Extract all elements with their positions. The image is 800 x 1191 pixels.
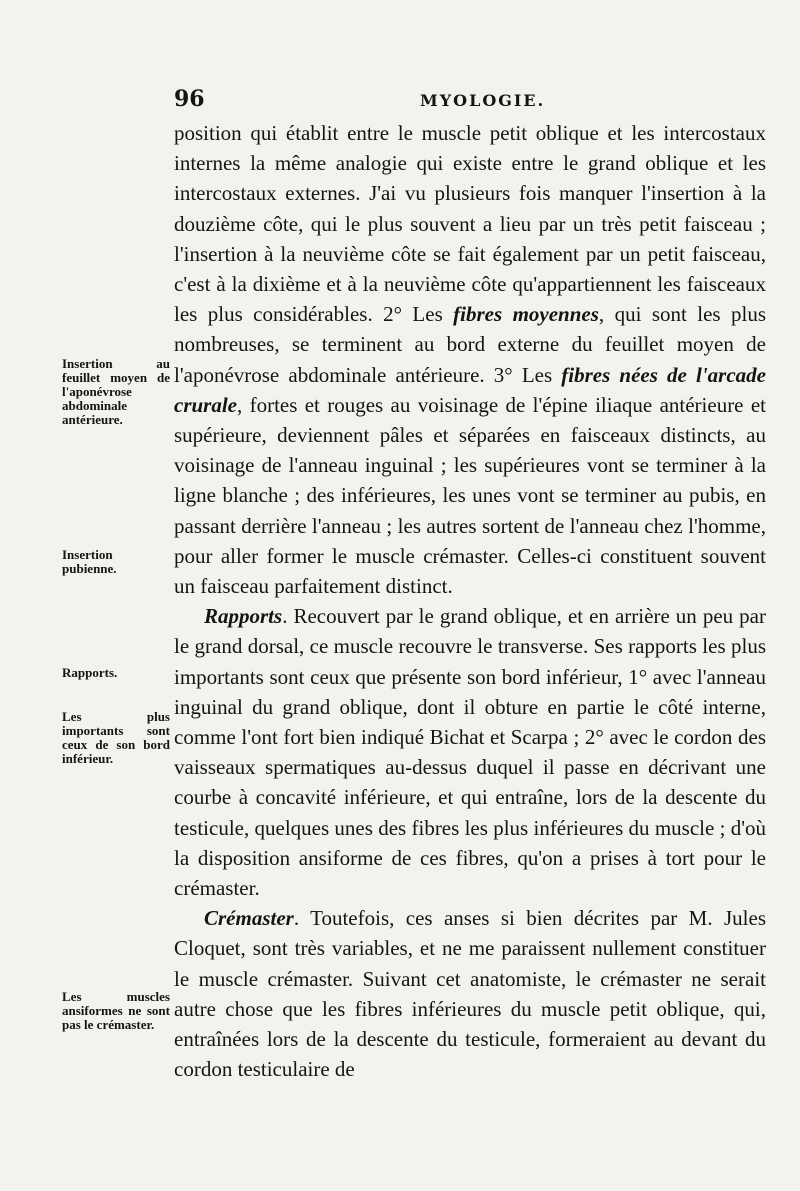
page-header	[174, 86, 774, 116]
term-fibres-moyennes: fibres moyennes	[453, 302, 599, 327]
sidenote-muscles-ansiformes: Les muscles ansiformes ne sont pas le crémaster.	[62, 989, 170, 1032]
sidenote-bord-inferieur: Les plus importants sont ceux de son bord inférieur.	[62, 709, 170, 766]
sidenote-insertion-pubienne: Insertion pubienne.	[62, 547, 117, 576]
term-cremaster: Crémaster	[204, 906, 294, 931]
term-fibres-arcade-crurale: fibres nées de l'arcade crurale	[174, 362, 766, 417]
paragraph-fibres: position qui établit entre le muscle petit oblique et les intercostaux internes la même analogie qui existe entre le grand oblique et les intercostaux externes. J'ai vu plusieurs fois manquer l'insertion à la douzième côte, qui le plus souvent a lieu par un très petit faisceau ; l'insertion à la neuvième côte se fait également par un petit faisceau, c'est à la dixième et à la neuvième côte qu'appartiennent les faisceaux les plus considérables. 2° Les fibres moyennes, qui sont les plus nombreuses, se terminent au bord externe du feuillet moyen de l'aponévrose abdominale antérieure. 3° Les fibres nées de l'arcade crurale, fortes et rouges au voisinage de l'épine iliaque antérieure et supérieure, deviennent pâles et séparées en faisceaux distincts, au voisinage de l'anneau inguinal ; les supérieures vont se terminer à la ligne blanche ; des inférieures, les unes vont se terminer au pubis, en passant derrière l'anneau ; les autres sortent de l'anneau chez l'homme, pour aller former le muscle crémaster. Celles-ci constituent souvent un faisceau parfaitement distinct.	[174, 121, 767, 599]
body-text	[174, 118, 766, 1085]
sidenote-insertion-feuillet: Insertion au feuillet moyen de l'aponévrose abdominale antérieure.	[62, 356, 170, 427]
page-number: 96	[174, 86, 205, 112]
paragraph-rapports: Rapports. Recouvert par le grand oblique, et en arrière un peu par le grand dorsal, ce muscle recouvre le transverse. Ses rapports les plus importants sont ceux que présente son bord inférieur, 1° avec l'anneau inguinal du grand oblique, dont il obture en partie le côté interne, comme l'ont fort bien indiqué Bichat et Scarpa ; 2° avec le cordon des vaisseaux spermatiques au-dessus duquel il passe en décrivant une courbe à concavité inférieure, et qui entraîne, lors de la descente du testicule, quelques unes des fibres les plus inférieures du muscle ; d'où la disposition ansiforme de ces fibres, qu'on a prises à tort pour le crémaster.	[174, 604, 766, 901]
paragraph-cremaster: Crémaster. Toutefois, ces anses si bien décrites par M. Jules Cloquet, sont très variables, et ne me paraissent nullement constituer le muscle crémaster. Suivant cet anatomiste, le crémaster ne serait autre chose que les fibres inférieures du muscle petit oblique, qui, entraînées lors de la descente du testicule, formeraient au devant du cordon testiculaire de	[174, 906, 766, 1082]
term-rapports: Rapports	[204, 604, 283, 629]
running-title: MYOLOGIE.	[420, 91, 546, 110]
sidenote-rapports: Rapports.	[62, 665, 118, 680]
